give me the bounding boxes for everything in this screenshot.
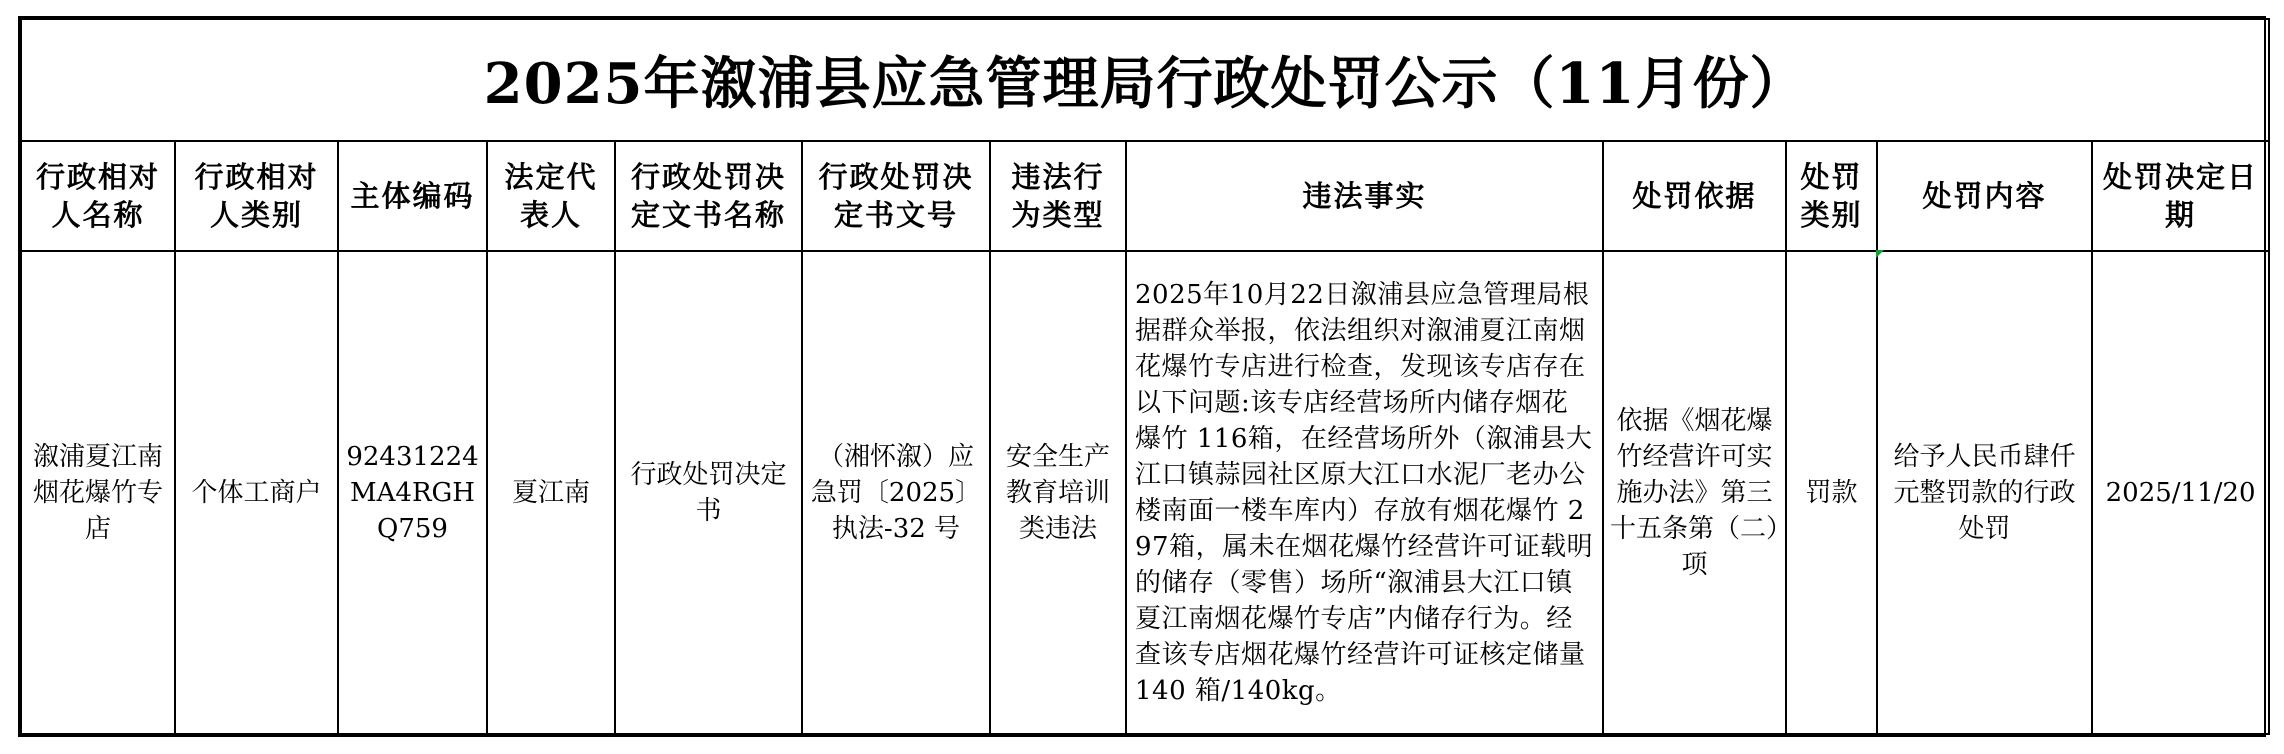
- page-title: 2025年溆浦县应急管理局行政处罚公示（11月份）: [21, 19, 2269, 141]
- header-penalty-category: 处罚类别: [1786, 141, 1877, 251]
- cell-doc-name: 行政处罚决定书: [615, 251, 802, 734]
- header-basis: 处罚依据: [1603, 141, 1786, 251]
- cell-legal-rep: 夏江南: [487, 251, 615, 734]
- cell-facts: 2025年10月22日溆浦县应急管理局根据群众举报，依法组织对溆浦夏江南烟花爆竹专店进行检查，发现该专店存在以下问题:该专店经营场所内储存烟花爆竹 116箱，在经营场所外（溆浦县大江口镇蒜园社区原大江口水泥厂老办公楼南面一楼车库内）存放有烟花爆竹 297箱，属未在烟花爆竹经营许可证载明的储存（零售）场所“溆浦县大江口镇夏江南烟花爆竹专店”内储存行为。经查该专店烟花爆竹经营许可证核定储量 140 箱/140kg。: [1126, 251, 1603, 734]
- header-party-name: 行政相对人名称: [21, 141, 175, 251]
- cell-doc-number: （湘怀溆）应急罚〔2025〕执法-32 号: [802, 251, 990, 734]
- header-doc-number: 行政处罚决定书文号: [802, 141, 990, 251]
- cell-entity-code: 92431224MA4RGHQ759: [338, 251, 487, 734]
- penalty-notice-sheet: [18, 16, 2266, 737]
- table-header-row: [21, 141, 2269, 251]
- cell-party-name: 溆浦夏江南烟花爆竹专店: [21, 251, 175, 734]
- header-decision-date: 处罚决定日期: [2092, 141, 2269, 251]
- header-violation-type: 违法行为类型: [990, 141, 1126, 251]
- table-row: [21, 251, 2269, 734]
- cell-penalty-content: 给予人民币肆仟元整罚款的行政处罚: [1877, 251, 2092, 734]
- header-facts: 违法事实: [1126, 141, 1603, 251]
- header-party-type: 行政相对人类别: [175, 141, 338, 251]
- cell-basis: 依据《烟花爆竹经营许可实施办法》第三十五条第（二）项: [1603, 251, 1786, 734]
- cell-decision-date: 2025/11/20: [2092, 251, 2269, 734]
- header-doc-name: 行政处罚决定文书名称: [615, 141, 802, 251]
- header-legal-rep: 法定代表人: [487, 141, 615, 251]
- header-entity-code: 主体编码: [338, 141, 487, 251]
- cell-penalty-category: 罚款: [1786, 251, 1877, 734]
- cell-violation-type: 安全生产教育培训类违法: [990, 251, 1126, 734]
- penalty-table: [20, 18, 2270, 735]
- header-penalty-content: 处罚内容: [1877, 141, 2092, 251]
- cell-party-type: 个体工商户: [175, 251, 338, 734]
